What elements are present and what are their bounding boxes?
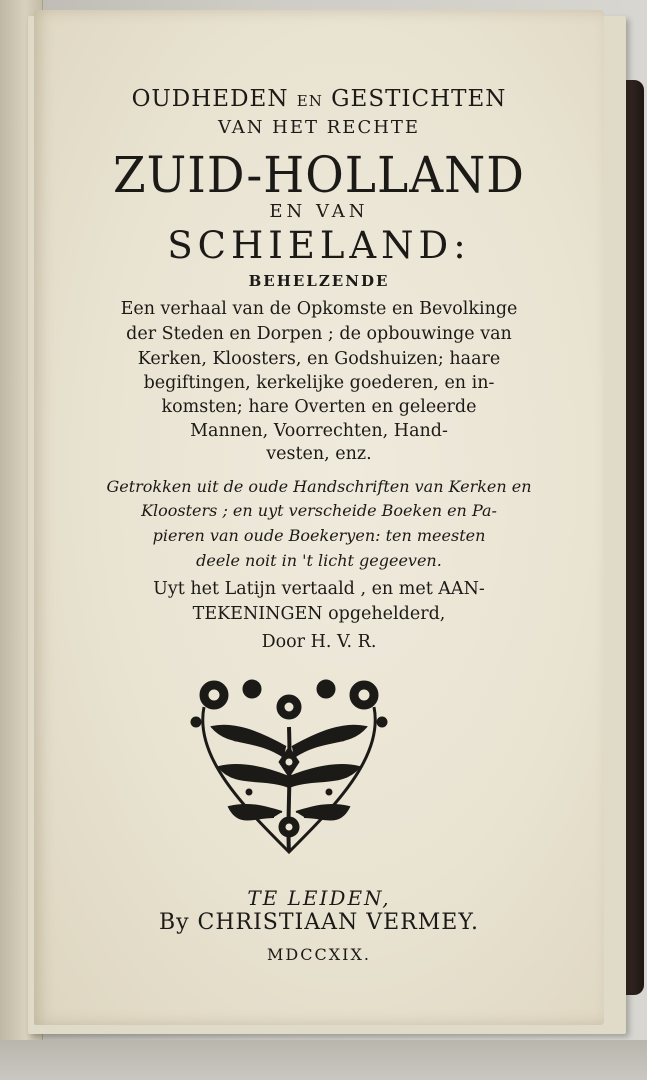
sources-line: deele noit in 't licht gegeeven. <box>196 551 442 570</box>
title-line-1 <box>34 86 604 112</box>
author-line: Door H. V. R. <box>261 632 377 652</box>
title-page <box>34 10 604 1025</box>
description-line: begiftingen, kerkelijke goederen, en in- <box>143 373 495 393</box>
title-main-schieland: SCHIELAND: <box>167 224 471 267</box>
table-surface <box>0 1040 647 1080</box>
description-line: Een verhaal van de Opkomste en Bevolkinge <box>120 299 518 319</box>
title-line-4: EN VAN <box>269 201 369 222</box>
description-line: Mannen, Voorrechten, Hand- <box>190 421 448 441</box>
title-word-gestichten: GESTICHTEN <box>331 86 507 112</box>
description-line: komsten; hare Overten en geleerde <box>161 397 477 417</box>
title-page-content <box>34 10 604 1025</box>
imprint-place: TE LEIDEN, <box>247 886 391 910</box>
description-line: vesten, enz. <box>266 444 372 464</box>
title-main-zuid-holland: ZUID-HOLLAND <box>113 146 525 205</box>
sources-line: Getrokken uit de oude Handschriften van Kerken en <box>106 477 532 496</box>
behelzende-heading: BEHELZENDE <box>248 272 390 290</box>
title-word-en: EN <box>296 92 323 110</box>
sources-line: pieren van oude Boekeryen: ten meesten <box>152 526 486 545</box>
sources-line: Kloosters ; en uyt verscheide Boeken en Pa- <box>141 501 497 520</box>
title-word-oudheden: OUDHEDEN <box>131 86 289 112</box>
description-line: Kerken, Kloosters, en Godshuizen; haare <box>137 349 501 369</box>
title-line-2: VAN HET RECHTE <box>217 117 421 138</box>
imprint-year: MDCCXIX. <box>267 945 371 964</box>
description-line: der Steden en Dorpen ; de opbouwinge van <box>126 324 512 344</box>
translation-line: Uyt het Latijn vertaald , en met AAN- <box>153 579 485 599</box>
imprint-printer: By CHRISTIAAN VERMEY. <box>158 910 480 935</box>
floral-vignette-icon <box>174 667 404 857</box>
translation-line: TEKENINGEN opgehelderd, <box>192 604 446 624</box>
